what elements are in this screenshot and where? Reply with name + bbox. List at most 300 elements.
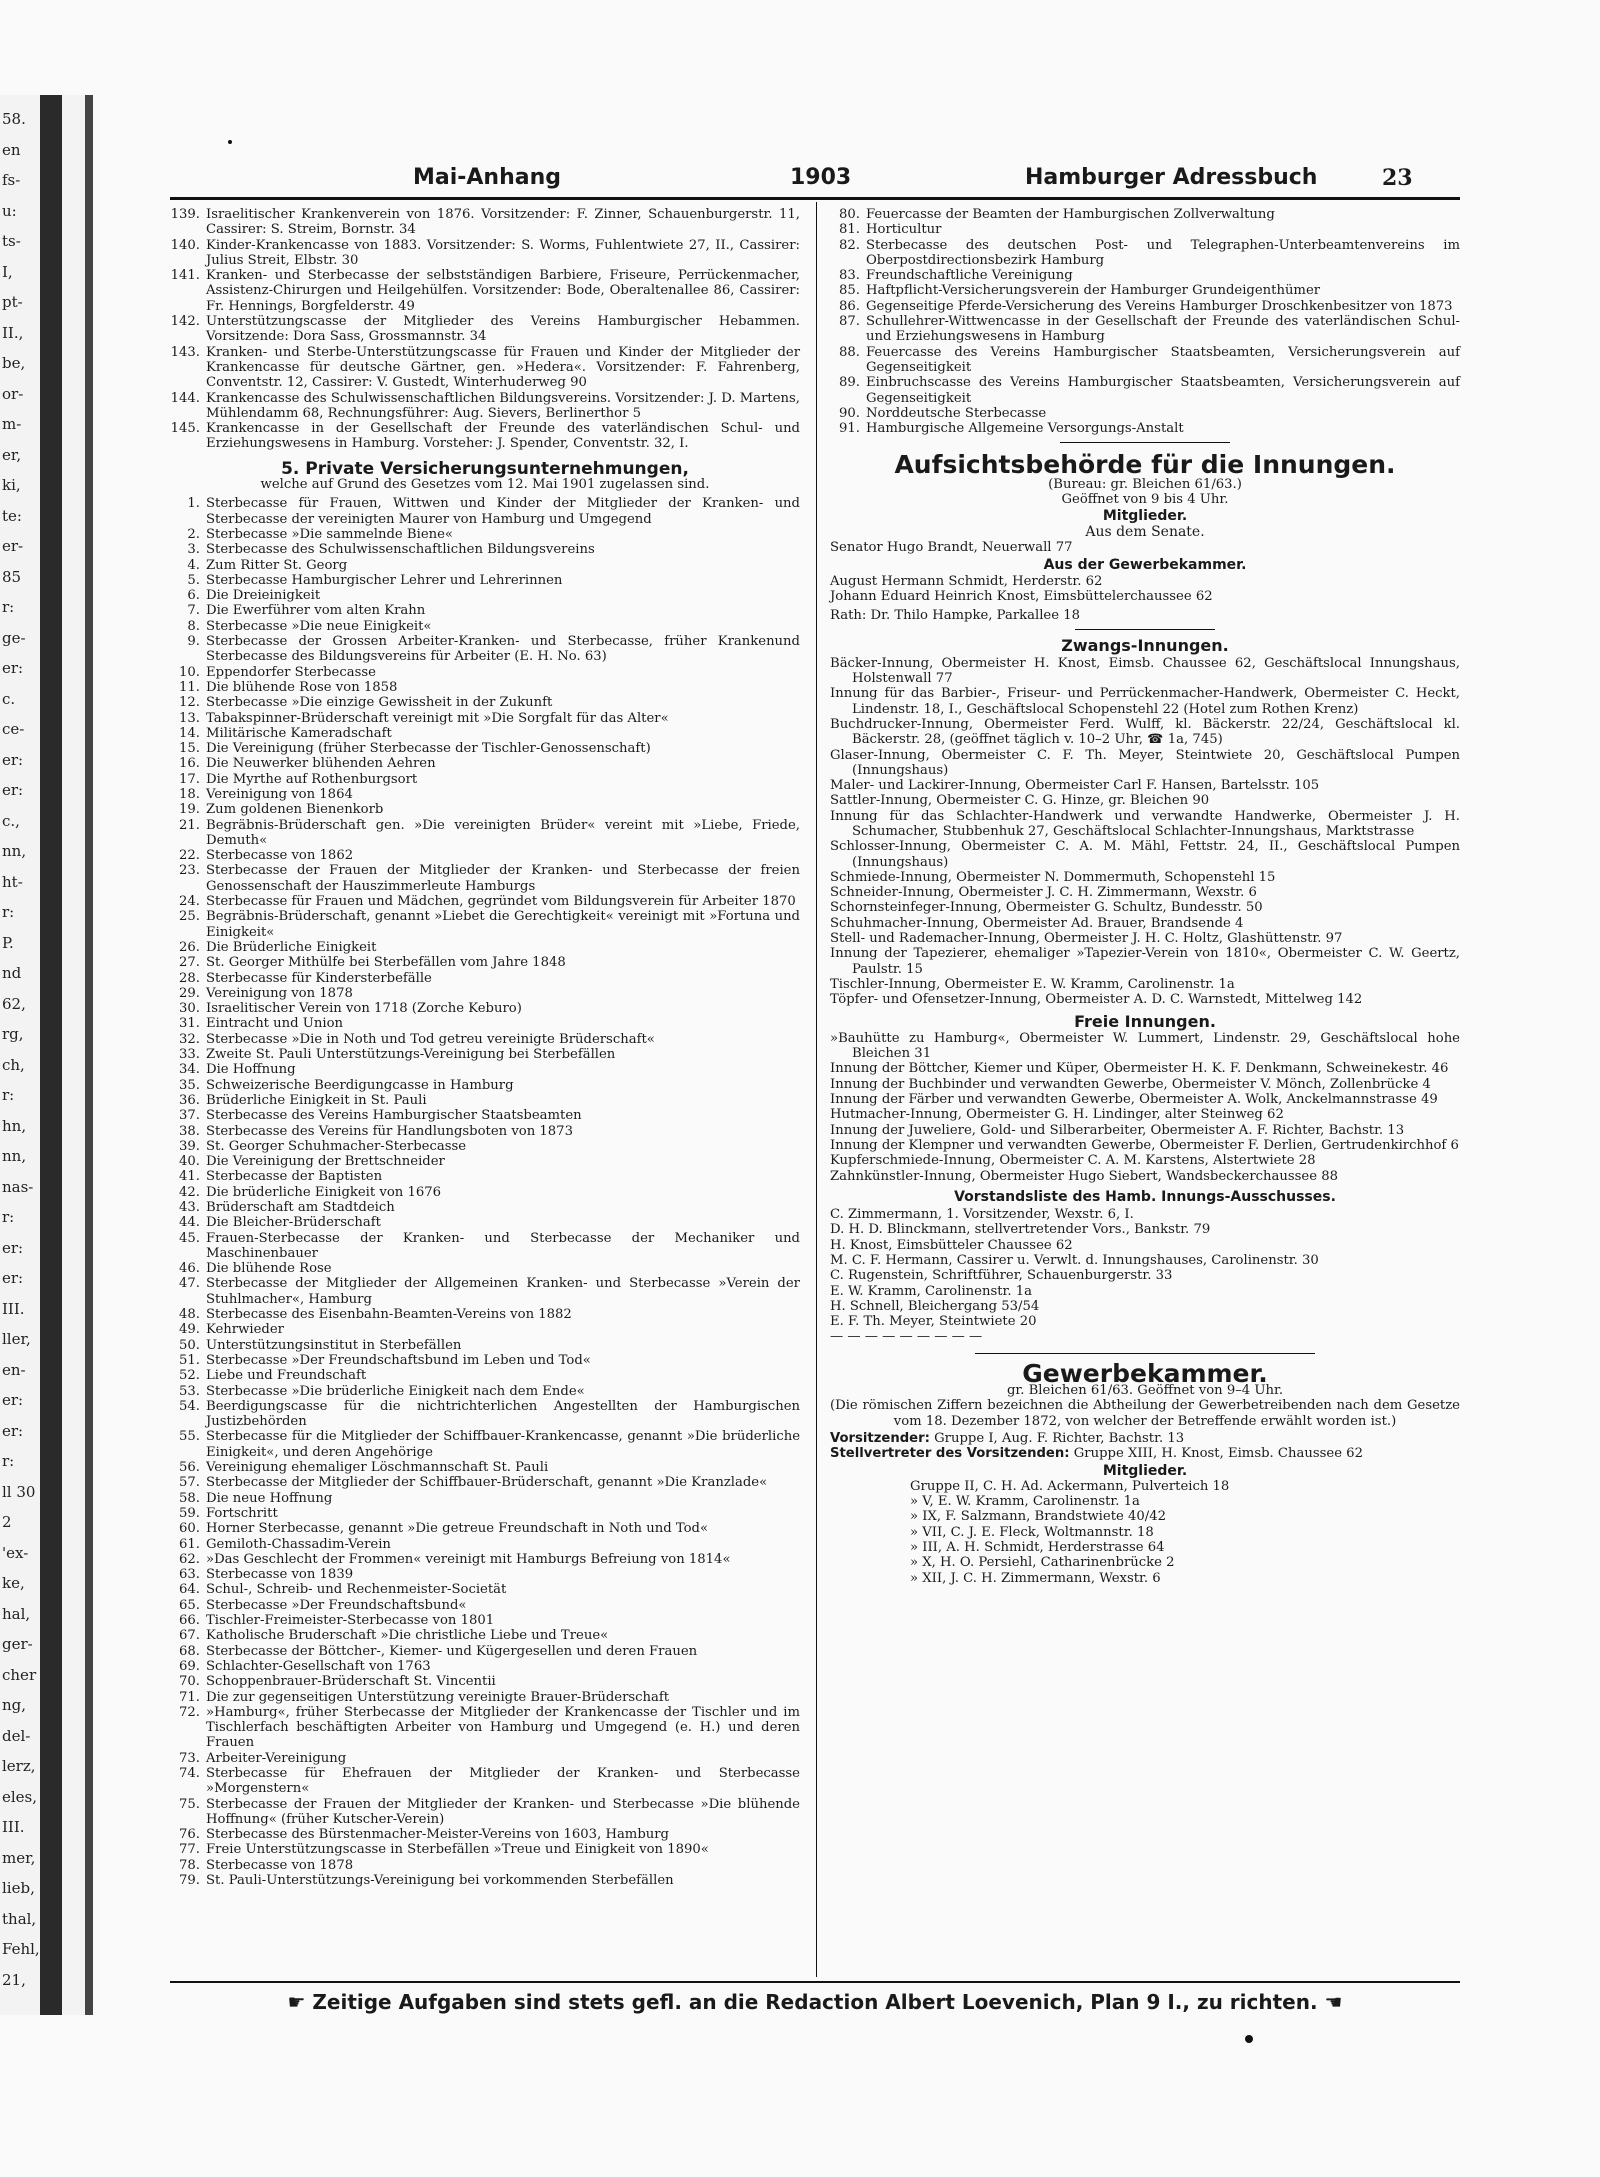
entry-text: Die blühende Rose von 1858 (206, 679, 398, 695)
entry-number: 49. (179, 1322, 200, 1338)
list-entry (170, 1185, 800, 1200)
gutter-fragment: 2 (2, 1513, 12, 1531)
list-entry (170, 695, 800, 710)
list-entry (170, 345, 800, 391)
entry-text: Eintracht und Union (206, 1016, 344, 1032)
entry-number: 141. (170, 268, 200, 284)
entry-number: 72. (179, 1704, 200, 1720)
gutter-fragment: or- (2, 384, 24, 403)
list-entry (170, 634, 800, 665)
list-item: C. Rugenstein, Schriftführer, Schauenburgerstr. 33 (830, 1268, 1173, 1284)
list-entry (830, 283, 1460, 298)
entry-number: 68. (179, 1643, 200, 1659)
list-entry (830, 222, 1460, 237)
entry-number: 41. (179, 1169, 200, 1185)
entry-number: 33. (179, 1047, 200, 1063)
list-entry (170, 1322, 800, 1337)
entry-number: 43. (179, 1200, 200, 1215)
list-entry (170, 756, 800, 771)
entry-number: 23. (179, 863, 200, 879)
gutter-fragment: c. (2, 689, 16, 708)
entry-text: Fortschritt (206, 1505, 278, 1521)
list-item: Buchdrucker-Innung, Obermeister Ferd. Wulff, kl. Bäckerstr. 22/24, Geschäftslocal kl. Bäckerstr. 28, (geöffnet täglich v. 10–2 Uhr, ☎ 1a, 745) (830, 716, 1460, 748)
entry-number: 32. (179, 1031, 200, 1047)
gutter-fragment: r: (2, 1452, 15, 1470)
entry-number: 3. (187, 542, 200, 558)
list-item: M. C. F. Hermann, Cassirer u. Verwlt. d. Innungshauses, Carolinenstr. 30 (830, 1253, 1319, 1268)
gutter-fragment: fs- (2, 171, 21, 189)
gutter-fragment: en (2, 140, 21, 159)
entry-text: Sterbecasse der Frauen der Mitglieder der Kranken- und Sterbecasse der freien Genossenschaft der Hauszimmerleute Hamburgs (206, 863, 800, 894)
entry-number: 53. (179, 1383, 200, 1399)
entry-number: 56. (179, 1460, 200, 1476)
list-entry (170, 1827, 800, 1842)
left-column (170, 207, 800, 1888)
list-entry (170, 603, 800, 618)
gutter-fragment: ger- (2, 1635, 33, 1653)
entry-number: 63. (179, 1567, 200, 1583)
list-entry (830, 421, 1460, 436)
entry-number: 74. (179, 1765, 200, 1781)
list-entry (170, 1032, 800, 1047)
stellv-label: Stellvertreter des Vorsitzenden: (830, 1446, 1070, 1462)
entry-text: Schlachter-Gesellschaft von 1763 (206, 1658, 431, 1674)
entry-number: 21. (179, 817, 200, 833)
entry-text: Die brüderliche Einigkeit von 1676 (206, 1184, 442, 1200)
entry-number: 67. (179, 1628, 200, 1644)
entry-text: Die Bleicher-Brüderschaft (206, 1215, 381, 1231)
entry-number: 88. (839, 344, 860, 360)
list-item: Innung der Böttcher, Kiemer und Küper, Obermeister H. K. F. Denkmann, Schweinekestr. 46 (830, 1061, 1449, 1077)
gutter-fragment: ch, (2, 1055, 25, 1074)
entry-number: 31. (179, 1016, 200, 1032)
entry-text: Sterbecasse für Frauen und Mädchen, gegründet vom Bildungsverein für Arbeiter 1870 (206, 894, 796, 910)
entry-text: Die Ewerführer vom alten Krahn (206, 603, 426, 619)
entry-number: 45. (179, 1230, 200, 1246)
entry-number: 12. (179, 695, 200, 711)
entry-number: 75. (179, 1796, 200, 1812)
entry-text: Kranken- und Sterbecasse der selbstständigen Barbiere, Friseure, Perrückenmacher, Assistenz-Chirurgen und Heilgehülfen. Vorsitzender: Bode, Oberaltenallee 86, Cassirer: Fr. Hennings, Borgfelderstr. 49 (206, 268, 800, 314)
list-item: » V, E. W. Kramm, Carolinenstr. 1a (910, 1494, 1140, 1510)
entry-number: 39. (179, 1138, 200, 1154)
list-item: Johann Eduard Heinrich Knost, Eimsbüttelerchaussee 62 (830, 588, 1213, 604)
list-item: Innung der Juweliere, Gold- und Silberarbeiter, Obermeister A. F. Richter, Bachstr. 13 (830, 1122, 1405, 1138)
list-entry (170, 1139, 800, 1154)
entry-text: Die zur gegenseitigen Unterstützung vereinigte Brauer-Brüderschaft (206, 1689, 670, 1705)
gutter-fragment: nd (2, 964, 22, 982)
list-entry (170, 1338, 800, 1353)
header-left: Mai-Anhang (413, 165, 562, 190)
list-entry (170, 772, 800, 787)
aufsicht-members-label: Mitglieder. (1102, 508, 1188, 525)
entry-number: 46. (179, 1261, 200, 1277)
list-entry (170, 665, 800, 680)
list-entry (170, 711, 800, 726)
list-entry (170, 971, 800, 986)
entry-text: Sterbecasse der Mitglieder der Schiffbauer-Brüderschaft, genannt »Die Kranzlade« (206, 1475, 768, 1491)
entry-text: Krankencasse des Schulwissenschaftlichen Bildungsvereins. Vorsitzender: J. D. Martens, Mühlendamm 68, Rechnungsführer: Aug. Sievers, Berlinerthor 5 (206, 390, 800, 421)
list-entry (170, 207, 800, 238)
list-item: E. W. Kramm, Carolinenstr. 1a (830, 1283, 1033, 1299)
list-item: H. Knost, Eimsbütteler Chaussee 62 (830, 1237, 1073, 1253)
gutter-fragment: er: (2, 750, 24, 769)
entry-number: 83. (839, 268, 860, 284)
gutter-fragment: 62, (2, 994, 26, 1013)
list-entry (170, 1108, 800, 1123)
entry-text: Sterbecasse des Eisenbahn-Beamten-Vereins von 1882 (206, 1307, 572, 1323)
list-entry (170, 1078, 800, 1093)
list-entry (170, 421, 800, 452)
entry-number: 27. (179, 955, 200, 971)
entry-number: 78. (179, 1857, 200, 1873)
list-item: Gruppe II, C. H. Ad. Ackermann, Pulverteich 18 (910, 1478, 1230, 1494)
entry-text: Brüderliche Einigkeit in St. Pauli (206, 1092, 427, 1108)
entry-number: 15. (179, 741, 200, 757)
zwangs-title: Zwangs-Innungen. (1061, 636, 1229, 656)
list-entry (830, 314, 1460, 345)
list-item: Töpfer- und Ofensetzer-Innung, Obermeister A. D. C. Warnstedt, Mittelweg 142 (830, 992, 1363, 1008)
gutter-fragment: er- (2, 537, 24, 555)
freie-title: Freie Innungen. (1074, 1011, 1216, 1031)
entry-text: Sterbecasse der Baptisten (206, 1169, 383, 1185)
binding-shadow (40, 95, 62, 2015)
entry-text: Hamburgische Allgemeine Versorgungs-Anstalt (866, 421, 1184, 437)
entry-text: Israelitischer Verein von 1718 (Zorche Keburo) (206, 1001, 522, 1017)
gutter-fragment: del- (2, 1726, 31, 1745)
gutter-fragment: hal, (2, 1604, 31, 1623)
running-header (170, 165, 1460, 195)
list-entry (170, 680, 800, 695)
list-item: » III, A. H. Schmidt, Herderstrasse 64 (910, 1540, 1165, 1556)
entry-text: Die Myrthe auf Rothenburgsort (206, 771, 418, 787)
gutter-fragment: nn, (2, 1147, 27, 1165)
list-entry (170, 1399, 800, 1430)
gutter-fragment: rg, (2, 1025, 24, 1043)
gutter-fragment: er: (2, 1421, 24, 1440)
gutter-fragment: r: (2, 1086, 15, 1104)
aufsicht-title: Aufsichtsbehörde für die Innungen. (894, 450, 1396, 480)
entry-number: 82. (839, 237, 860, 253)
entry-text: Sterbecasse »Die in Noth und Tod getreu vereinigte Brüderschaft« (206, 1031, 655, 1047)
entry-text: Einbruchscasse des Vereins Hamburgischer Staatsbeamten, Versicherungsverein auf Gegenseitigkeit (866, 375, 1460, 406)
ink-spot (1245, 2035, 1253, 2043)
entry-number: 4. (187, 557, 200, 573)
page-number: 23 (1382, 165, 1413, 191)
list-entry (170, 1797, 800, 1828)
rath: Rath: Dr. Thilo Hampke, Parkallee 18 (830, 608, 1080, 624)
gutter-fragment: 58. (2, 110, 26, 128)
list-entry (170, 1613, 800, 1628)
gutter-fragment: II., (2, 323, 24, 342)
entry-text: Sterbecasse »Die einzige Gewissheit in der Zukunft (206, 695, 553, 711)
gutter-fragment: 21, (2, 1970, 26, 1989)
entry-number: 85. (839, 283, 860, 299)
entry-number: 34. (179, 1062, 200, 1078)
entry-number: 11. (179, 679, 200, 695)
list-entry (830, 345, 1460, 376)
list-entry (170, 1154, 800, 1169)
gutter-fragment: P. (2, 933, 14, 952)
list-entry (170, 1521, 800, 1536)
entry-number: 47. (179, 1276, 200, 1292)
list-item: Hutmacher-Innung, Obermeister G. H. Lindinger, alter Steinweg 62 (830, 1107, 1284, 1123)
header-year: 1903 (790, 165, 852, 190)
entry-number: 24. (179, 894, 200, 910)
entry-number: 30. (179, 1001, 200, 1017)
entry-text: Sterbecasse der Frauen der Mitglieder der Kranken- und Sterbecasse »Die blühende Hoffnung« (früher Kutscher-Verein) (206, 1796, 800, 1827)
list-entry (170, 1475, 800, 1490)
entry-number: 144. (170, 390, 200, 406)
gutter-fragment: be, (2, 354, 26, 372)
gutter-fragment: ng, (2, 1696, 27, 1714)
list-entry (170, 1200, 800, 1215)
list-entry (170, 1001, 800, 1016)
divider (1060, 442, 1230, 443)
entry-text: Unterstützungsinstitut in Sterbefällen (206, 1337, 462, 1353)
entry-number: 66. (179, 1613, 200, 1629)
gutter-fragment: nn, (2, 842, 27, 860)
entry-number: 69. (179, 1658, 200, 1674)
list-item: » XII, J. C. H. Zimmermann, Wexstr. 6 (910, 1570, 1161, 1586)
vorstand-title: Vorstandsliste des Hamb. Innungs-Ausschusses. (954, 1188, 1336, 1205)
entry-text: Eppendorfer Sterbecasse (206, 664, 376, 680)
list-entry (170, 542, 800, 557)
entry-number: 26. (179, 939, 200, 955)
entry-text: Katholische Bruderschaft »Die christliche Liebe und Treue« (206, 1628, 609, 1644)
entry-number: 36. (179, 1092, 200, 1108)
page (170, 155, 1460, 2035)
list-entry (170, 802, 800, 817)
divider (1075, 629, 1215, 630)
list-entry (170, 1552, 800, 1567)
entry-number: 52. (179, 1368, 200, 1384)
gutter-fragment: en- (2, 1360, 26, 1379)
entry-text: Begräbnis-Brüderschaft gen. »Die vereinigten Brüder« vereint mit »Liebe, Friede, Demuth« (206, 817, 800, 848)
entry-number: 16. (179, 756, 200, 772)
list-entry (170, 1368, 800, 1383)
entry-text: St. Pauli-Unterstützungs-Vereinigung bei vorkommenden Sterbefällen (206, 1873, 674, 1889)
entry-number: 61. (179, 1536, 200, 1552)
entry-number: 18. (179, 786, 200, 802)
list-entry (170, 1460, 800, 1475)
entry-number: 80. (839, 207, 860, 222)
gutter-fragment: nas- (2, 1177, 34, 1196)
list-item: Innung der Klempner und verwandten Gewerbe, Obermeister F. Derlien, Gertrudenkirchhof 6 (830, 1137, 1459, 1153)
list-entry (170, 238, 800, 269)
list-entry (170, 1705, 800, 1751)
entry-text: Die Dreieinigkeit (206, 588, 321, 604)
gutter-fragment: pt- (2, 293, 23, 311)
list-entry (170, 1491, 800, 1506)
stellv: Gruppe XIII, H. Knost, Eimsb. Chaussee 62 (1073, 1446, 1363, 1462)
page-fold (85, 95, 93, 2015)
list-item: »Bauhütte zu Hamburg«, Obermeister W. Lummert, Lindenstr. 29, Geschäftslocal hohe Bleichen 31 (830, 1030, 1460, 1062)
entry-number: 22. (179, 848, 200, 864)
entry-text: Sterbecasse »Der Freundschaftsbund im Leben und Tod« (206, 1352, 591, 1368)
entry-text: Schweizerische Beerdigungcasse in Hamburg (206, 1077, 514, 1093)
entry-text: Sterbecasse »Die sammelnde Biene« (206, 526, 453, 542)
entry-number: 65. (179, 1597, 200, 1613)
header-title: Hamburger Adressbuch (1025, 165, 1318, 190)
gewerbe-note: (Die römischen Ziffern bezeichnen die Abtheilung der Gewerbetreibenden nach dem Gesetze vom 18. Dezember 1872, von welcher der Betreffende erwählt worden ist.) (830, 1398, 1460, 1429)
entry-number: 140. (170, 237, 200, 253)
entry-number: 6. (187, 588, 200, 604)
entry-text: Horticultur (866, 222, 942, 238)
entry-number: 42. (179, 1184, 200, 1200)
entry-number: 70. (179, 1674, 200, 1690)
entry-text: Schoppenbrauer-Brüderschaft St. Vincentii (206, 1674, 496, 1690)
entry-text: Begräbnis-Brüderschaft, genannt »Liebet die Gerechtigkeit« vereinigt mit »Fortuna und Einigkeit« (206, 909, 800, 940)
entry-text: »Das Geschlecht der Frommen« vereinigt mit Hamburgs Befreiung von 1814« (206, 1551, 731, 1567)
entry-text: Gegenseitige Pferde-Versicherung des Vereins Hamburger Droschkenbesitzer von 1873 (866, 298, 1453, 314)
entry-text: Die neue Hoffnung (206, 1490, 333, 1506)
gutter-fragment: III. (2, 1818, 25, 1836)
entry-text: Vereinigung von 1864 (206, 786, 353, 802)
entry-number: 73. (179, 1750, 200, 1766)
entry-text: Liebe und Freundschaft (206, 1368, 367, 1384)
list-entry (170, 726, 800, 741)
list-item: Stell- und Rademacher-Innung, Obermeister J. H. C. Holtz, Glashüttenstr. 97 (830, 931, 1343, 947)
footer-notice: ☛ Zeitige Aufgaben sind stets gefl. an die Redaction Albert Loevenich, Plan 9 I., zu richten. ☚ (287, 1990, 1343, 2014)
entry-text: Sterbecasse für Kindersterbefälle (206, 970, 432, 986)
entry-number: 35. (179, 1077, 200, 1093)
gutter-fragment: eles, (2, 1787, 38, 1806)
entry-number: 86. (839, 298, 860, 314)
gutter-fragment: 'ex- (2, 1543, 29, 1562)
list-entry (170, 619, 800, 634)
entry-number: 48. (179, 1307, 200, 1323)
list-item: Schuhmacher-Innung, Obermeister Ad. Brauer, Brandsende 4 (830, 915, 1244, 931)
entry-number: 90. (839, 405, 860, 421)
entry-text: Sterbecasse von 1862 (206, 848, 354, 864)
entry-number: 25. (179, 909, 200, 925)
entry-text: Tischler-Freimeister-Sterbecasse von 1801 (206, 1613, 495, 1629)
list-item: Innung der Buchbinder und verwandten Gewerbe, Obermeister V. Mönch, Zollenbrücke 4 (830, 1076, 1431, 1092)
entry-text: Sterbecasse für Ehefrauen der Mitglieder der Kranken- und Sterbecasse »Morgenstern« (206, 1765, 800, 1797)
vors-label: Vorsitzender: (830, 1430, 930, 1446)
entry-text: Sterbecasse des Schulwissenschaftlichen Bildungsvereins (206, 542, 595, 558)
entry-text: Sterbecasse »Die neue Einigkeit« (206, 618, 432, 634)
gutter-fragment: hn, (2, 1116, 27, 1135)
entry-text: Sterbecasse für die Mitglieder der Schiffbauer-Krankencasse, genannt »Die brüderliche Einigkeit«, und deren Angehörige (206, 1429, 800, 1460)
column-divider (816, 202, 817, 1977)
list-entry (170, 1429, 800, 1460)
list-entry (170, 1858, 800, 1873)
entry-number: 55. (179, 1429, 200, 1445)
gutter-fragment: ke, (2, 1574, 25, 1592)
list-item: Glaser-Innung, Obermeister C. F. Th. Meyer, Steintwiete 20, Geschäftslocal Pumpen (Innungshaus) (830, 747, 1460, 778)
entry-text: Kinder-Krankencasse von 1883. Vorsitzender: S. Worms, Fuhlentwiete 27, II., Cassirer: Julius Streit, Elbstr. 30 (206, 237, 800, 268)
entry-text: Freie Unterstützungscasse in Sterbefällen »Treue und Einigkeit von 1890« (206, 1842, 709, 1858)
list-item: Schmiede-Innung, Obermeister N. Dommermuth, Schopenstehl 15 (830, 869, 1276, 885)
list-entry (170, 573, 800, 588)
aufsicht-hours: Geöffnet von 9 bis 4 Uhr. (1061, 492, 1229, 508)
entry-number: 13. (179, 710, 200, 726)
entry-text: Feuercasse der Beamten der Hamburgischen Zollverwaltung (866, 207, 1275, 222)
entry-text: Sterbecasse für Frauen, Wittwen und Kinder der Mitglieder der Kranken- und Sterbecasse der vereinigten Maurer von Hamburg und Umgegend (206, 496, 800, 527)
list-entry (170, 955, 800, 970)
entry-text: Sterbecasse des Vereins für Handlungsboten von 1873 (206, 1123, 573, 1139)
list-item: Schneider-Innung, Obermeister J. C. H. Zimmermann, Wexstr. 6 (830, 885, 1257, 901)
entry-number: 59. (179, 1505, 200, 1521)
list-entry (170, 986, 800, 1001)
entry-text: Unterstützungscasse der Mitglieder des Vereins Hamburgischer Hebammen. Vorsitzende: Dora Sass, Grossmannstr. 34 (206, 314, 800, 345)
entry-text: Sterbecasse des deutschen Post- und Telegraphen-Unterbeamtenvereins im Oberpostdirectionsbezirk Hamburg (866, 237, 1460, 268)
entry-text: Sterbecasse der Böttcher-, Kiemer- und Kügergesellen und deren Frauen (206, 1643, 698, 1659)
list-item: D. H. D. Blinckmann, stellvertretender Vors., Bankstr. 79 (830, 1222, 1211, 1238)
list-entry (170, 1674, 800, 1689)
entry-text: Krankencasse in der Gesellschaft der Freunde des vaterländischen Schul- und Erziehungswesens in Hamburg. Vorsteher: J. Spender, Conventstr. 32, I. (206, 421, 800, 452)
list-entry (170, 863, 800, 894)
right-column (830, 207, 1460, 1586)
gutter-fragment: u: (2, 201, 17, 220)
gutter-fragment: Fehl, (2, 1940, 40, 1958)
entry-text: Sterbecasse der Mitglieder der Allgemeinen Kranken- und Sterbecasse »Verein der Stuhlmacher«, Hamburg (206, 1276, 800, 1307)
section-subtitle: welche auf Grund des Gesetzes vom 12. Mai 1901 zugelassen sind. (260, 477, 710, 493)
entry-number: 54. (179, 1398, 200, 1414)
entry-number: 77. (179, 1842, 200, 1858)
entry-number: 2. (187, 526, 200, 542)
entry-number: 10. (179, 664, 200, 680)
entry-text: Zweite St. Pauli Unterstützungs-Vereinigung bei Sterbefällen (206, 1047, 616, 1063)
entry-number: 17. (179, 771, 200, 787)
entry-number: 71. (179, 1689, 200, 1705)
list-item: E. F. Th. Meyer, Steintwiete 20 (830, 1314, 1037, 1330)
entry-text: Die Neuwerker blühenden Aehren (206, 756, 436, 772)
list-entry (830, 299, 1460, 314)
entry-number: 145. (170, 421, 200, 437)
list-entry (170, 1276, 800, 1307)
list-item: Senator Hugo Brandt, Neuerwall 77 (830, 539, 1073, 555)
entry-number: 1. (187, 496, 200, 512)
entry-number: 44. (179, 1215, 200, 1231)
entry-text: St. Georger Mithülfe bei Sterbefällen vom Jahre 1848 (206, 955, 566, 971)
list-item: Zahnkünstler-Innung, Obermeister Hugo Siebert, Wandsbeckerchaussee 88 (830, 1168, 1339, 1184)
list-entry (170, 741, 800, 756)
list-entry (170, 1093, 800, 1108)
gutter-fragment: c., (2, 811, 20, 830)
entry-text: Arbeiter-Vereinigung (206, 1750, 347, 1766)
entry-number: 51. (179, 1352, 200, 1368)
list-item: Innung für das Barbier-, Friseur- und Perrückenmacher-Handwerk, Obermeister C. Heckt, Lindenstr. 18, I., Geschäftslocal Schopenstehl 22 (Hotel zum Rothen Krenz) (830, 686, 1460, 717)
adjacent-page-edge (0, 95, 92, 2015)
entry-text: Die Vereinigung (früher Sterbecasse der Tischler-Genossenschaft) (206, 741, 651, 757)
footer-rule (170, 1981, 1460, 1983)
entry-text: Sterbecasse der Grossen Arbeiter-Kranken- und Sterbecasse, früher Krankenund Sterbecasse des Bildungsvereins für Arbeiter (E. H. No. 63) (206, 634, 800, 665)
gutter-fragment: III. (2, 1299, 25, 1318)
list-entry (170, 787, 800, 802)
entry-number: 58. (179, 1490, 200, 1506)
entry-number: 50. (179, 1337, 200, 1353)
gewerbe-members-label: Mitglieder. (1102, 1462, 1188, 1479)
entry-text: Die Vereinigung der Brettschneider (206, 1154, 445, 1170)
entry-number: 28. (179, 970, 200, 986)
gutter-fragment: lerz, (2, 1757, 36, 1775)
ink-spot (228, 140, 232, 144)
gutter-fragment: ge- (2, 628, 26, 647)
entry-number: 7. (187, 603, 200, 619)
entry-text: Sterbecasse des Bürstenmacher-Meister-Vereins von 1603, Hamburg (206, 1827, 669, 1843)
list-entry (170, 1169, 800, 1184)
entry-text: Schullehrer-Wittwencasse in der Gesellschaft der Freunde des vaterländischen Schul- und Erziehungswesens in Hamburg (866, 314, 1460, 345)
gutter-fragment: er, (2, 445, 22, 464)
list-entry (170, 268, 800, 314)
list-entry (830, 406, 1460, 421)
gutter-fragment: 85 (2, 567, 22, 586)
senate-label: Aus dem Senate. (1085, 523, 1205, 540)
entry-text: Kranken- und Sterbe-Unterstützungscasse für Frauen und Kinder der Mitglieder der Krankencasse für deutsche Gärtner, gen. »Hedera«. Vorsitzender: F. Fahrenberg, Conventstr. 12, Cassirer: V. Gustedt, Winterhuderweg 90 (206, 344, 800, 391)
entry-number: 91. (839, 421, 860, 437)
